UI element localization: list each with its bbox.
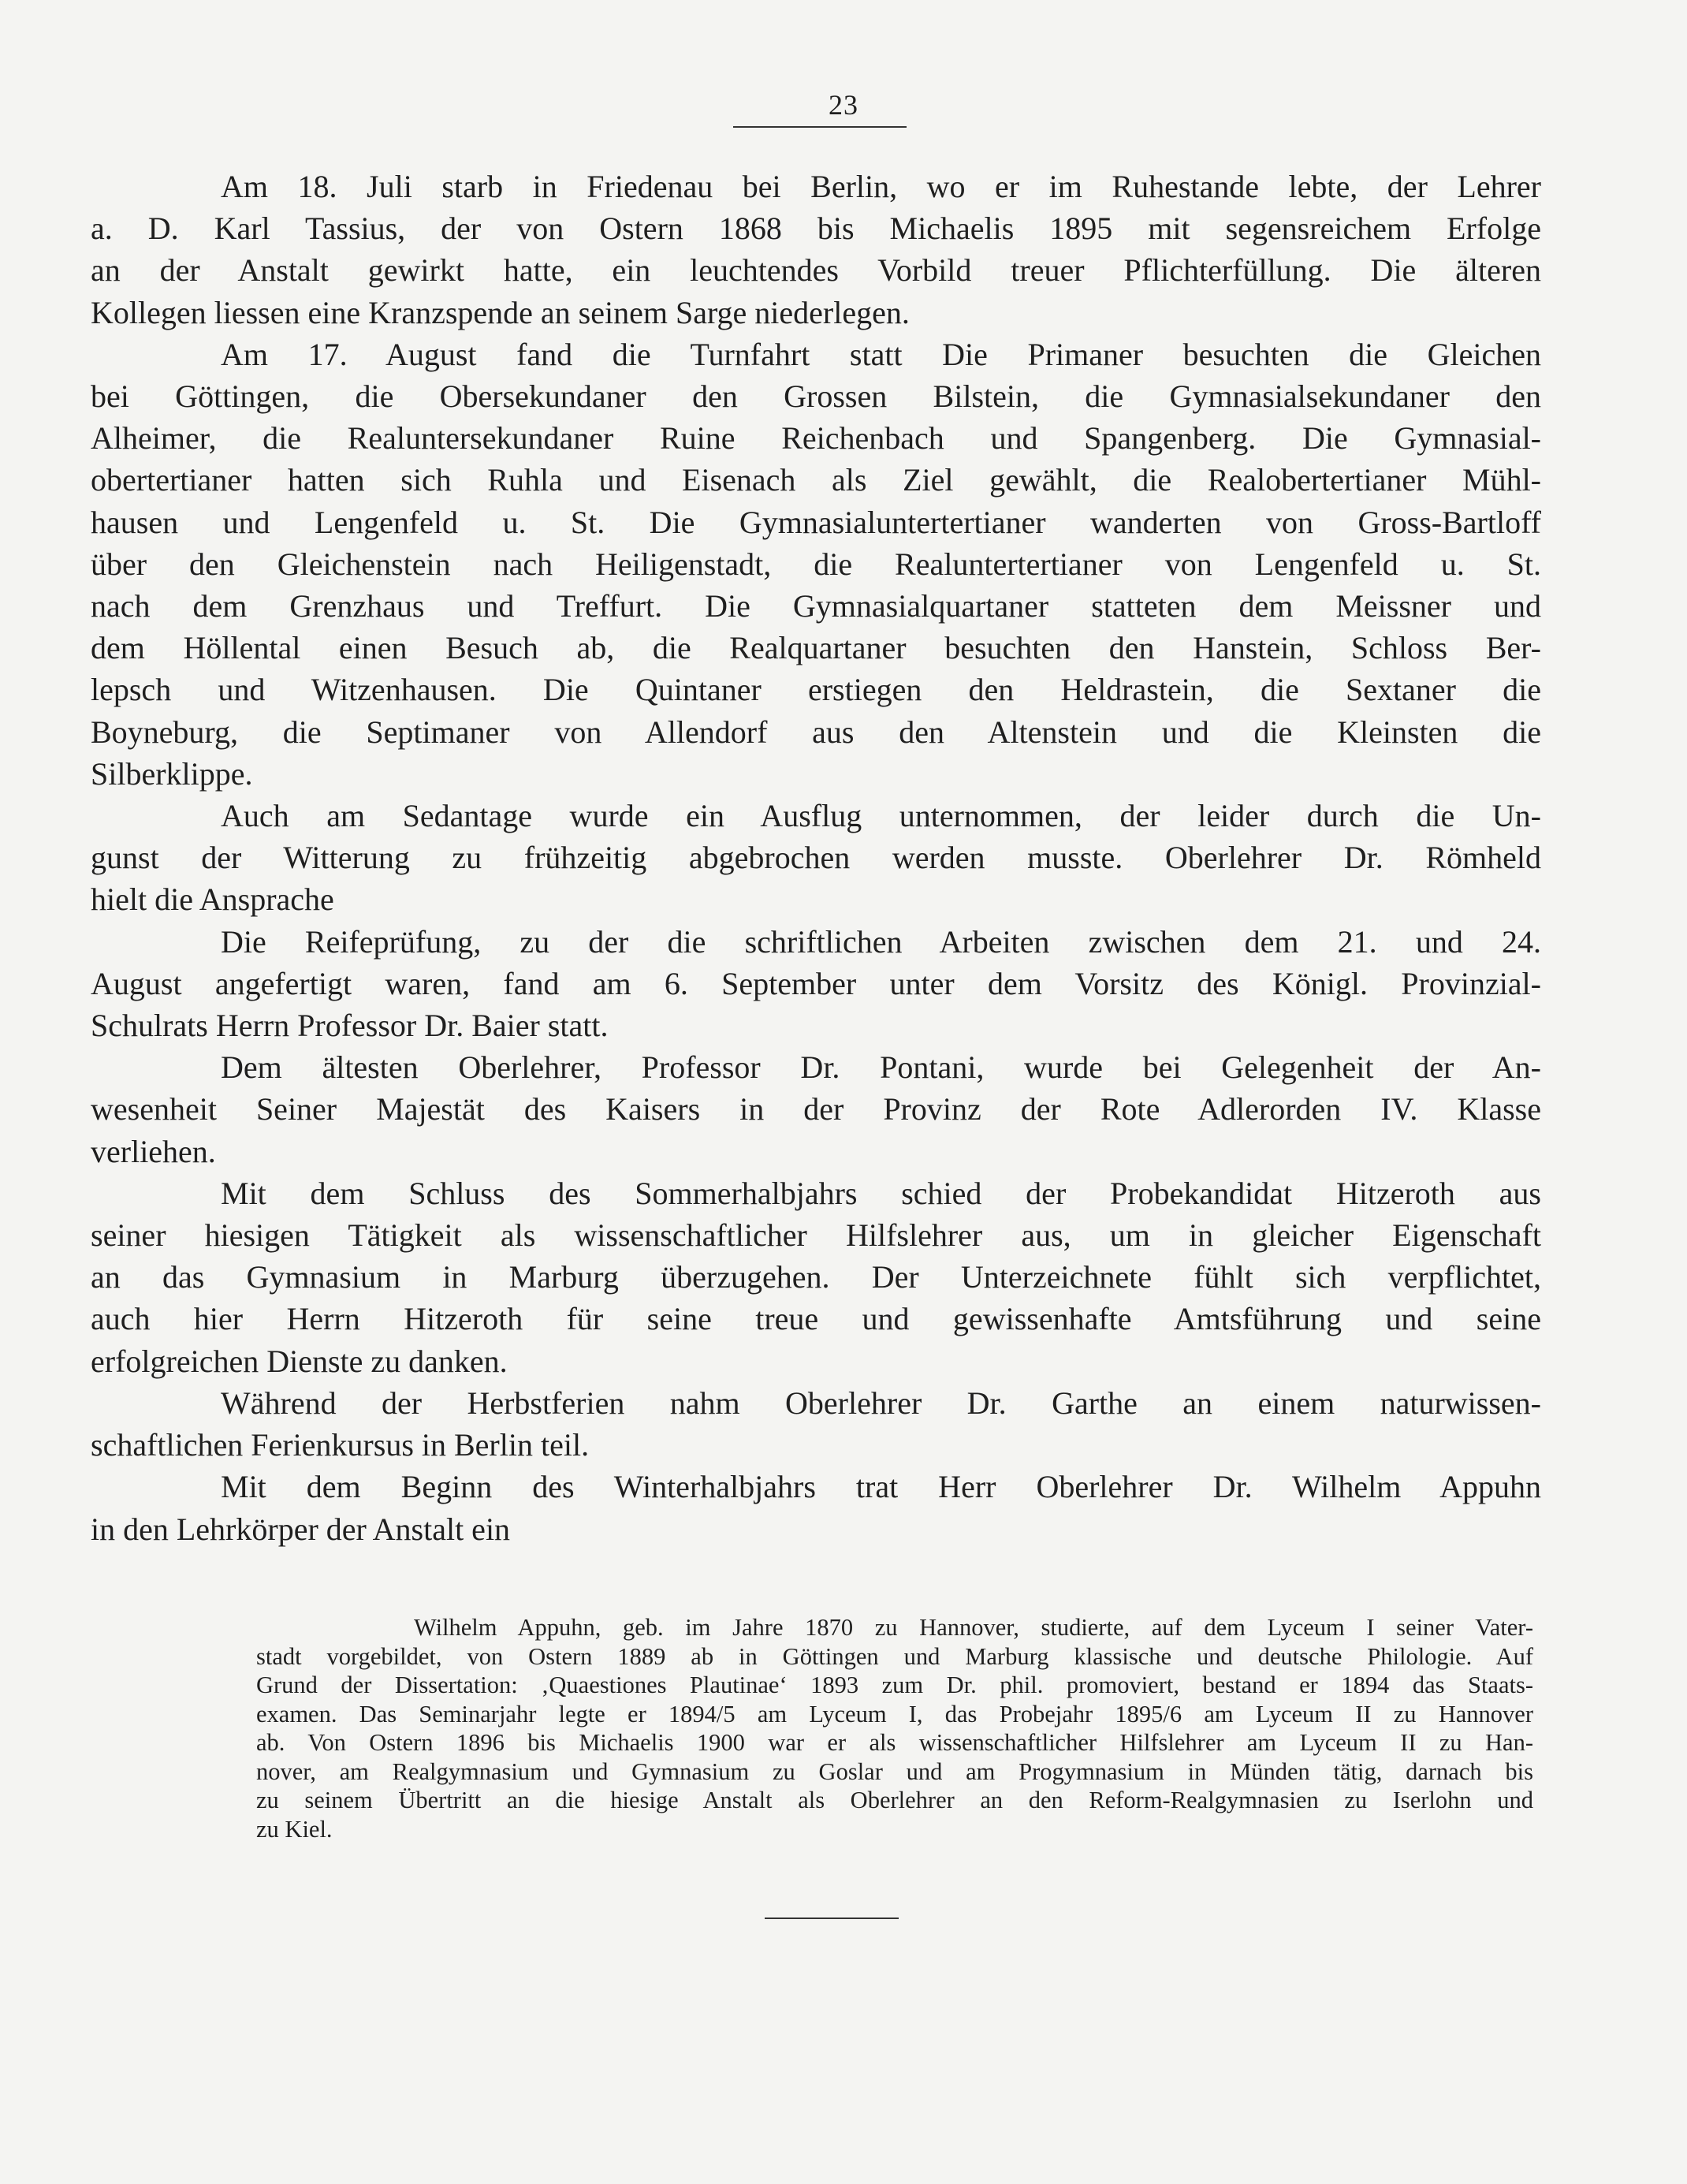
footnote-line: stadt vorgebildet, von Ostern 1889 ab in Göttingen und Marburg klassische und deutsche Philologie. Auf	[256, 1642, 1533, 1670]
text-line: Am 17. August fand die Turnfahrt statt Die Primaner besuchten die Gleichen	[221, 336, 1541, 372]
text-line: an das Gymnasium in Marburg überzugehen. Der Unterzeichnete fühlt sich verpflichtet,	[91, 1259, 1541, 1295]
footnote-lines	[256, 1613, 1533, 1843]
footnote-line: Grund der Dissertation: ‚Quaestiones Plautinae‘ 1893 zum Dr. phil. promoviert, bestand er 1894 das Staats-	[256, 1672, 1533, 1698]
paragraph	[91, 795, 1541, 921]
header-rule	[733, 126, 907, 128]
text-line: erfolgreichen Dienste zu danken.	[91, 1343, 508, 1379]
text-line: verliehen.	[91, 1133, 216, 1169]
paragraph	[91, 166, 1541, 334]
text-line: Alheimer, die Realuntersekundaner Ruine Reichenbach und Spangenberg. Die Gymnasial-	[91, 420, 1541, 457]
text-line: an der Anstalt gewirkt hatte, ein leuchtendes Vorbild treuer Pflichterfüllung. Die älteren	[91, 252, 1541, 289]
text-line: lepsch und Witzenhausen. Die Quintaner erstiegen den Heldrastein, die Sextaner die	[91, 672, 1541, 708]
text-line: Während der Herbstferien nahm Oberlehrer Dr. Garthe an einem naturwissen-	[221, 1385, 1541, 1421]
text-line: wesenheit Seiner Majestät des Kaisers in der Provinz der Rote Adlerorden IV. Klasse	[91, 1091, 1541, 1127]
text-line: schaftlichen Ferienkursus in Berlin teil.	[91, 1427, 590, 1463]
paragraph	[91, 1466, 1541, 1549]
text-line: Die Reifeprüfung, zu der die schriftlichen Arbeiten zwischen dem 21. und 24.	[221, 923, 1541, 960]
body-text	[91, 166, 1541, 1550]
text-line: in den Lehrkörper der Anstalt ein	[91, 1511, 511, 1547]
paragraph	[91, 921, 1541, 1047]
paragraph	[91, 1172, 1541, 1382]
paragraph-list	[91, 166, 1541, 1550]
text-line: Silberklippe.	[91, 755, 253, 792]
text-line: hausen und Lengenfeld u. St. Die Gymnasialuntertertianer wanderten von Gross-Bartloff	[91, 504, 1541, 540]
footnote-line: zu seinem Übertritt an die hiesige Anstalt als Oberlehrer an den Reform-Realgymnasien zu Iserlohn und	[256, 1787, 1533, 1813]
footnote-line: nover, am Realgymnasium und Gymnasium zu Goslar und am Progymnasium in Münden tätig, darnach bis	[256, 1757, 1533, 1785]
text-line: dem Höllental einen Besuch ab, die Realquartaner besuchten den Hanstein, Schloss Ber-	[91, 630, 1541, 666]
text-line: gunst der Witterung zu frühzeitig abgebrochen werden musste. Oberlehrer Dr. Römheld	[91, 840, 1541, 876]
footnote	[256, 1613, 1533, 1843]
paragraph	[91, 1046, 1541, 1172]
footnote-line: Wilhelm Appuhn, geb. im Jahre 1870 zu Hannover, studierte, auf dem Lyceum I seiner Vater-	[414, 1614, 1533, 1641]
page-number: 23	[829, 89, 858, 121]
text-line: obertertianer hatten sich Ruhla und Eisenach als Ziel gewählt, die Realobertertianer Mühl-	[91, 462, 1541, 498]
footer-rule	[765, 1918, 899, 1919]
text-line: über den Gleichenstein nach Heiligenstadt, die Realuntertertianer von Lengenfeld u. St.	[91, 546, 1541, 582]
text-line: Boyneburg, die Septimaner von Allendorf aus den Altenstein und die Kleinsten die	[91, 714, 1541, 750]
paragraph	[91, 334, 1541, 795]
footnote-line: examen. Das Seminarjahr legte er 1894/5 am Lyceum I, das Probejahr 1895/6 am Lyceum II zu Hannover	[256, 1700, 1533, 1727]
text-line: Kollegen liessen eine Kranzspende an seinem Sarge niederlegen.	[91, 294, 910, 330]
text-line: Schulrats Herrn Professor Dr. Baier statt.	[91, 1008, 609, 1044]
text-line: nach dem Grenzhaus und Treffurt. Die Gymnasialquartaner statteten dem Meissner und	[91, 588, 1541, 624]
text-line: August angefertigt waren, fand am 6. September unter dem Vorsitz des Königl. Provinzial-	[91, 965, 1541, 1001]
text-line: seiner hiesigen Tätigkeit als wissenschaftlicher Hilfslehrer aus, um in gleicher Eigenschaft	[91, 1217, 1541, 1254]
text-line: Dem ältesten Oberlehrer, Professor Dr. Pontani, wurde bei Gelegenheit der An-	[221, 1049, 1541, 1086]
text-line: Auch am Sedantage wurde ein Ausflug unternommen, der leider durch die Un-	[221, 798, 1541, 834]
paragraph	[91, 1382, 1541, 1466]
text-line: hielt die Ansprache	[91, 881, 334, 918]
footnote-line: zu Kiel.	[256, 1815, 333, 1843]
text-line: auch hier Herrn Hitzeroth für seine treue und gewissenhafte Amtsführung und seine	[91, 1301, 1541, 1337]
text-line: Am 18. Juli starb in Friedenau bei Berlin, wo er im Ruhestande lebte, der Lehrer	[221, 169, 1541, 204]
text-line: bei Göttingen, die Obersekundaner den Grossen Bilstein, die Gymnasialsekundaner den	[91, 378, 1541, 415]
footnote-line: ab. Von Ostern 1896 bis Michaelis 1900 war er als wissenschaftlicher Hilfslehrer am Lyceum II zu Han-	[256, 1729, 1533, 1756]
text-line: Mit dem Beginn des Winterhalbjahrs trat Herr Oberlehrer Dr. Wilhelm Appuhn	[221, 1469, 1541, 1505]
text-line: Mit dem Schluss des Sommerhalbjahrs schied der Probekandidat Hitzeroth aus	[221, 1175, 1541, 1211]
text-line: a. D. Karl Tassius, der von Ostern 1868 bis Michaelis 1895 mit segensreichem Erfolge	[91, 211, 1541, 247]
